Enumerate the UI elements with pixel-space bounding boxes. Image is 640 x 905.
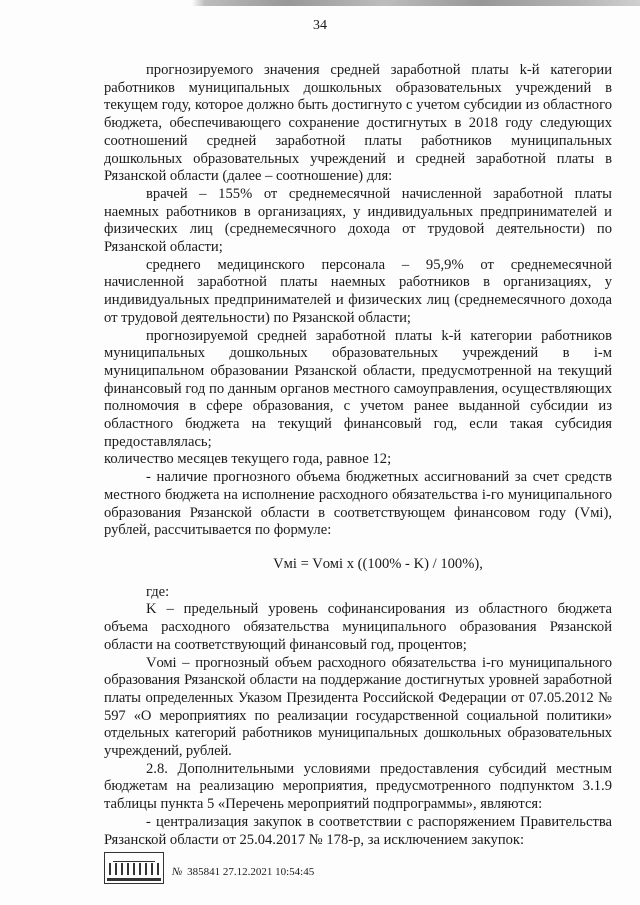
- paragraph-6: - наличие прогнозного объема бюджетных ассигнований за счет средств местного бюджета на исполнение расходного обязательства i-го муниципального образования Рязанской области в соответствующем финансовом году (Vмi), рублей, рассчитывается по формуле:: [104, 469, 612, 539]
- paragraph-5: количество месяцев текущего года, равное 12;: [104, 451, 392, 468]
- paragraph-1: прогнозируемого значения средней заработной платы k-й категории работников муниципальных дошкольных образовательных учреждений в текущем году, которое должно быть достигнуто с учетом субсидии из областного бюджета, обеспечивающего сохранение достигнутых в 2018 году следующих соотношений средней заработной платы работников муниципальных дошкольных образовательных учреждений и средней заработной платы в Рязанской области (далее – соотношение) для:: [104, 62, 612, 185]
- government-building-logo: [104, 852, 164, 884]
- document-footer: [104, 852, 612, 892]
- scan-top-edge: [0, 0, 640, 6]
- numero-sign-icon: №: [172, 866, 183, 878]
- paragraph-2: врачей – 155% от среднемесячной начисленной заработной платы наемных работников в организациях, у индивидуальных предпринимателей и физических лиц (среднемесячного дохода от трудовой деятельности) по Рязанской области;: [104, 185, 612, 256]
- paragraph-2-8: 2.8. Дополнительными условиями предоставления субсидий местным бюджетам на реализацию мероприятия, предусмотренного подпунктом 3.1.9 таблицы пункта 5 «Перечень мероприятий подпрограммы», являются:: [104, 760, 612, 813]
- paragraph-where: где:: [146, 583, 170, 600]
- paragraph-3: среднего медицинского персонала – 95,9% от среднемесячной начисленной заработной платы наемных работников в организациях, у индивидуальных предпринимателей и физических лиц (среднемесячного дохода от трудовой деятельности) по Рязанской области;: [104, 256, 612, 326]
- footer-datetime: 27.12.2021 10:54:45: [222, 866, 315, 878]
- paragraph-4: прогнозируемой средней заработной платы k-й категории работников муниципальных дошкольных образовательных учреждений в i-м муниципальном образовании Рязанской области, предусмотренной на текущий финансовый год по данным органов местного самоуправления, осуществляющих полномочия в сфере образования, с учетом ранее выданной субсидии из областного бюджета на текущий финансовый год, если такая субсидия предоставлялась;: [104, 327, 612, 450]
- page-number: 34: [313, 18, 327, 33]
- formula: Vмi = Vомi x ((100% - K) / 100%),: [273, 555, 483, 572]
- paragraph-centralization: - централизация закупок в соответствии с распоряжением Правительства Рязанской области от 25.04.2017 № 178-р, за исключением закупок:: [104, 813, 612, 848]
- footer-registration: [172, 866, 314, 878]
- paragraph-vomi-definition: Vомi – прогнозный объем расходного обязательства i-го муниципального образования Рязанской области на поддержание достигнутых уровней заработной платы определенных Указом Президента Российской Федерации от 07.05.2012 № 597 «О мероприятиях по реализации государственной социальной политики» отдельных категорий работников муниципальных дошкольных образовательных учреждений, рублей.: [104, 654, 612, 760]
- document-body: [104, 62, 612, 849]
- footer-document-number: 385841: [187, 866, 221, 878]
- paragraph-k-definition: K – предельный уровень софинансирования из областного бюджета объема расходного обязательства муниципального образования Рязанской области на соответствующий финансовый год, процентов;: [104, 601, 612, 653]
